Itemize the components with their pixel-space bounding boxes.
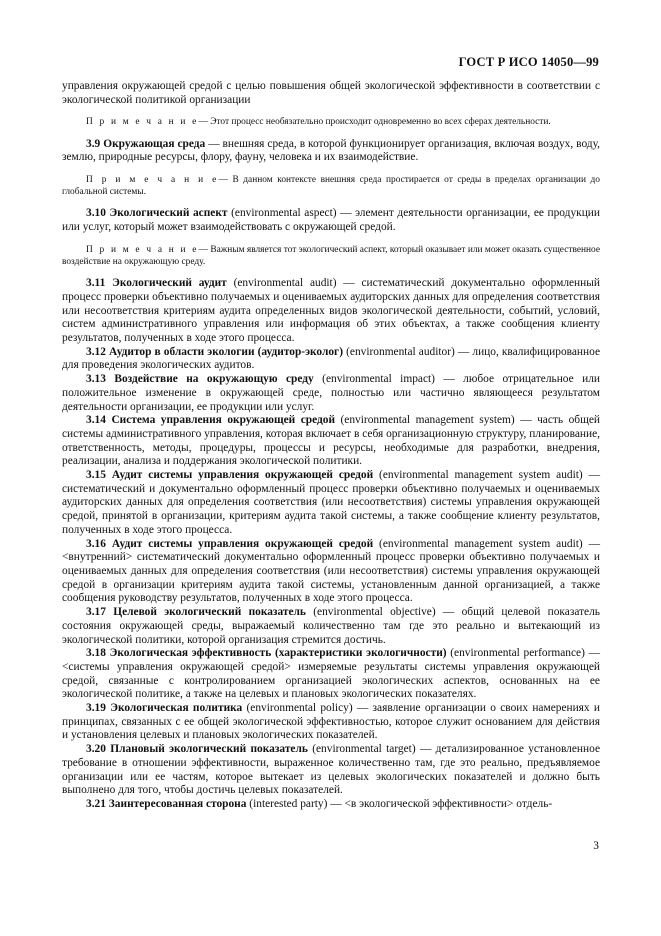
- term-name: Воздействие на окружающую среду: [114, 373, 314, 386]
- term-3-21: [62, 798, 600, 812]
- term-number: 3.12: [86, 345, 106, 358]
- term-number: 3.16: [86, 537, 106, 550]
- term-name: Заинтересованная сторона: [108, 797, 247, 810]
- note-1: [62, 116, 600, 128]
- term-definition: — внешняя среда, в которой функционирует организация, включая воздух, воду, землю, природные ресурсы, флору, фауну, человека и их взаимодействие.: [62, 137, 601, 164]
- term-definition: (environmental policy) — заявление организации о своих намерениях и принципах, связанных с ее общей экологической эффективностью, которое служит основанием для действия и установления целевых и плановых экологических показателей.: [62, 702, 600, 742]
- term-name: Целевой экологический показатель: [113, 606, 306, 619]
- document-header: ГОСТ Р ИСО 14050—99: [458, 55, 599, 69]
- term-name: Аудитор в области экологии (аудитор-эколог): [109, 345, 344, 358]
- term-name: Аудит системы управления окружающей средой: [111, 537, 374, 550]
- term-name: Плановый экологический показатель: [110, 743, 308, 756]
- term-name: Экологический аспект: [109, 207, 228, 220]
- note-3: [62, 244, 600, 268]
- term-3-16: [62, 538, 600, 607]
- note-2: [62, 174, 600, 198]
- term-number: 3.17: [86, 606, 106, 619]
- term-3-12: [62, 346, 600, 373]
- term-definition: (environmental impact) — любое отрицательное или положительное изменение в окружающей среде, полностью или частично являющееся результатом деятельности организации, ее продукции или услуг.: [62, 373, 600, 413]
- note-label: П р и м е ч а н и е: [86, 117, 199, 128]
- term-definition: (environmental management system audit) — <внутренний> систематический документально оформленный процесс проверки объективно получаемых и оцениваемых данных для определения соответствия (или несоответствия) системы управления окружающей средой в организации критериям аудита такой системы, установленным данной организацией, а также сообщения руководству результатов, полученных в ходе этого процесса.: [62, 537, 600, 605]
- term-number: 3.21: [86, 797, 106, 810]
- note-label: П р и м е ч а н и е: [86, 244, 199, 255]
- term-definition: (environmental audit) — систематический документально оформленный процесс проверки объективно получаемых и оцениваемых аудиторских данных для определения соответствия или несоответствия критериям аудита определенных видов экологической деятельности, событий, условий, систем административного управления или информация об этих объектах, а также сообщения клиенту результатов, полученных в ходе этого процесса.: [62, 277, 600, 345]
- note-text: — Важным является тот экологический аспект, который оказывает или может оказать существенное воздействие на окружающую среду.: [62, 244, 600, 268]
- term-name: Аудит системы управления окружающей средой: [111, 469, 374, 482]
- term-number: 3.20: [86, 743, 106, 756]
- term-3-10: [62, 207, 600, 234]
- term-number: 3.19: [86, 702, 106, 715]
- term-definition: (environmental management system) — часть общей системы административного управления, которая включает в себя организационную структуру, планирование, ответственность, методы, процедуры, процессы и ресурсы, необходимые для разработки, внедрения, реализации, анализа и поддержания экологической политики.: [62, 414, 600, 468]
- term-number: 3.14: [86, 414, 106, 427]
- note-text: — Этот процесс необязательно происходит одновременно во всех сферах деятельности.: [198, 117, 551, 128]
- term-name: Система управления окружающей средой: [111, 414, 336, 427]
- term-definition: (environmental auditor) — лицо, квалифицированное для проведения экологических аудитов.: [62, 345, 601, 372]
- term-3-11: [62, 277, 600, 346]
- term-number: 3.10: [86, 207, 106, 220]
- intro-paragraph: управления окружающей средой с целью повышения общей экологической эффективности в соответствии с экологической политикой организации: [62, 80, 600, 106]
- page-content: [62, 80, 600, 812]
- term-3-20: [62, 743, 600, 798]
- term-3-14: [62, 414, 600, 469]
- term-3-18: [62, 647, 600, 702]
- term-number: 3.13: [86, 373, 106, 386]
- note-label: П р и м е ч а н и е: [86, 175, 219, 186]
- term-definition: (environmental aspect) — элемент деятельности организации, ее продукции или услуг, который может взаимодействовать с окружающей средой.: [62, 207, 600, 234]
- term-name: Экологическая эффективность (характеристики экологичности): [109, 647, 447, 660]
- term-definition: (interested party) — <в экологической эффективности> отдель-: [246, 797, 553, 810]
- term-3-17: [62, 606, 600, 647]
- term-name: Экологическая политика: [110, 702, 243, 715]
- term-name: Окружающая среда: [103, 137, 206, 150]
- term-definition: (environmental objective) — общий целевой показатель состояния окружающей среды, выражаемый количественно там где это реально и вытекающий из экологической политики, которой организация стремится достичь.: [62, 606, 600, 646]
- note-text: — В данном контексте внешняя среда простирается от среды в пределах организации до глобальной системы.: [62, 175, 600, 198]
- term-3-19: [62, 702, 600, 743]
- term-definition: (environmental target) — детализированное установленное требование в отношении эффективности, выраженное количественно там, где это реально, предъявляемое организации или ее частям, которое вытекает из целевых экологических показателей и должно быть выполнено для того, чтобы достичь целевых показателей.: [62, 743, 600, 797]
- term-number: 3.9: [86, 137, 101, 150]
- term-number: 3.11: [86, 277, 106, 290]
- term-number: 3.18: [86, 647, 106, 660]
- term-definition: (environmental management system audit) — систематический и документально оформленный процесс проверки объективно получаемых и оцениваемых аудиторских данных для определения соответствия (или несоответствия) системы управления окружающей средой, принятой в организации, критериям аудита такой системы, а также сообщение клиенту результатов, полученных в ходе этого процесса.: [62, 469, 600, 536]
- term-name: Экологический аудит: [112, 277, 227, 290]
- page-number: 3: [593, 840, 599, 852]
- term-3-9: [62, 138, 600, 165]
- term-3-15: [62, 469, 600, 538]
- term-3-13: [62, 373, 600, 414]
- term-definition: (environmental performance) — <системы управления окружающей средой> измеряемые результаты системы управления окружающей средой, связанные с контролированием организацией экологических аспектов, основанных на ее экологической политике, а также на целевых и плановых экологических показателях.: [62, 647, 600, 701]
- term-number: 3.15: [86, 469, 106, 482]
